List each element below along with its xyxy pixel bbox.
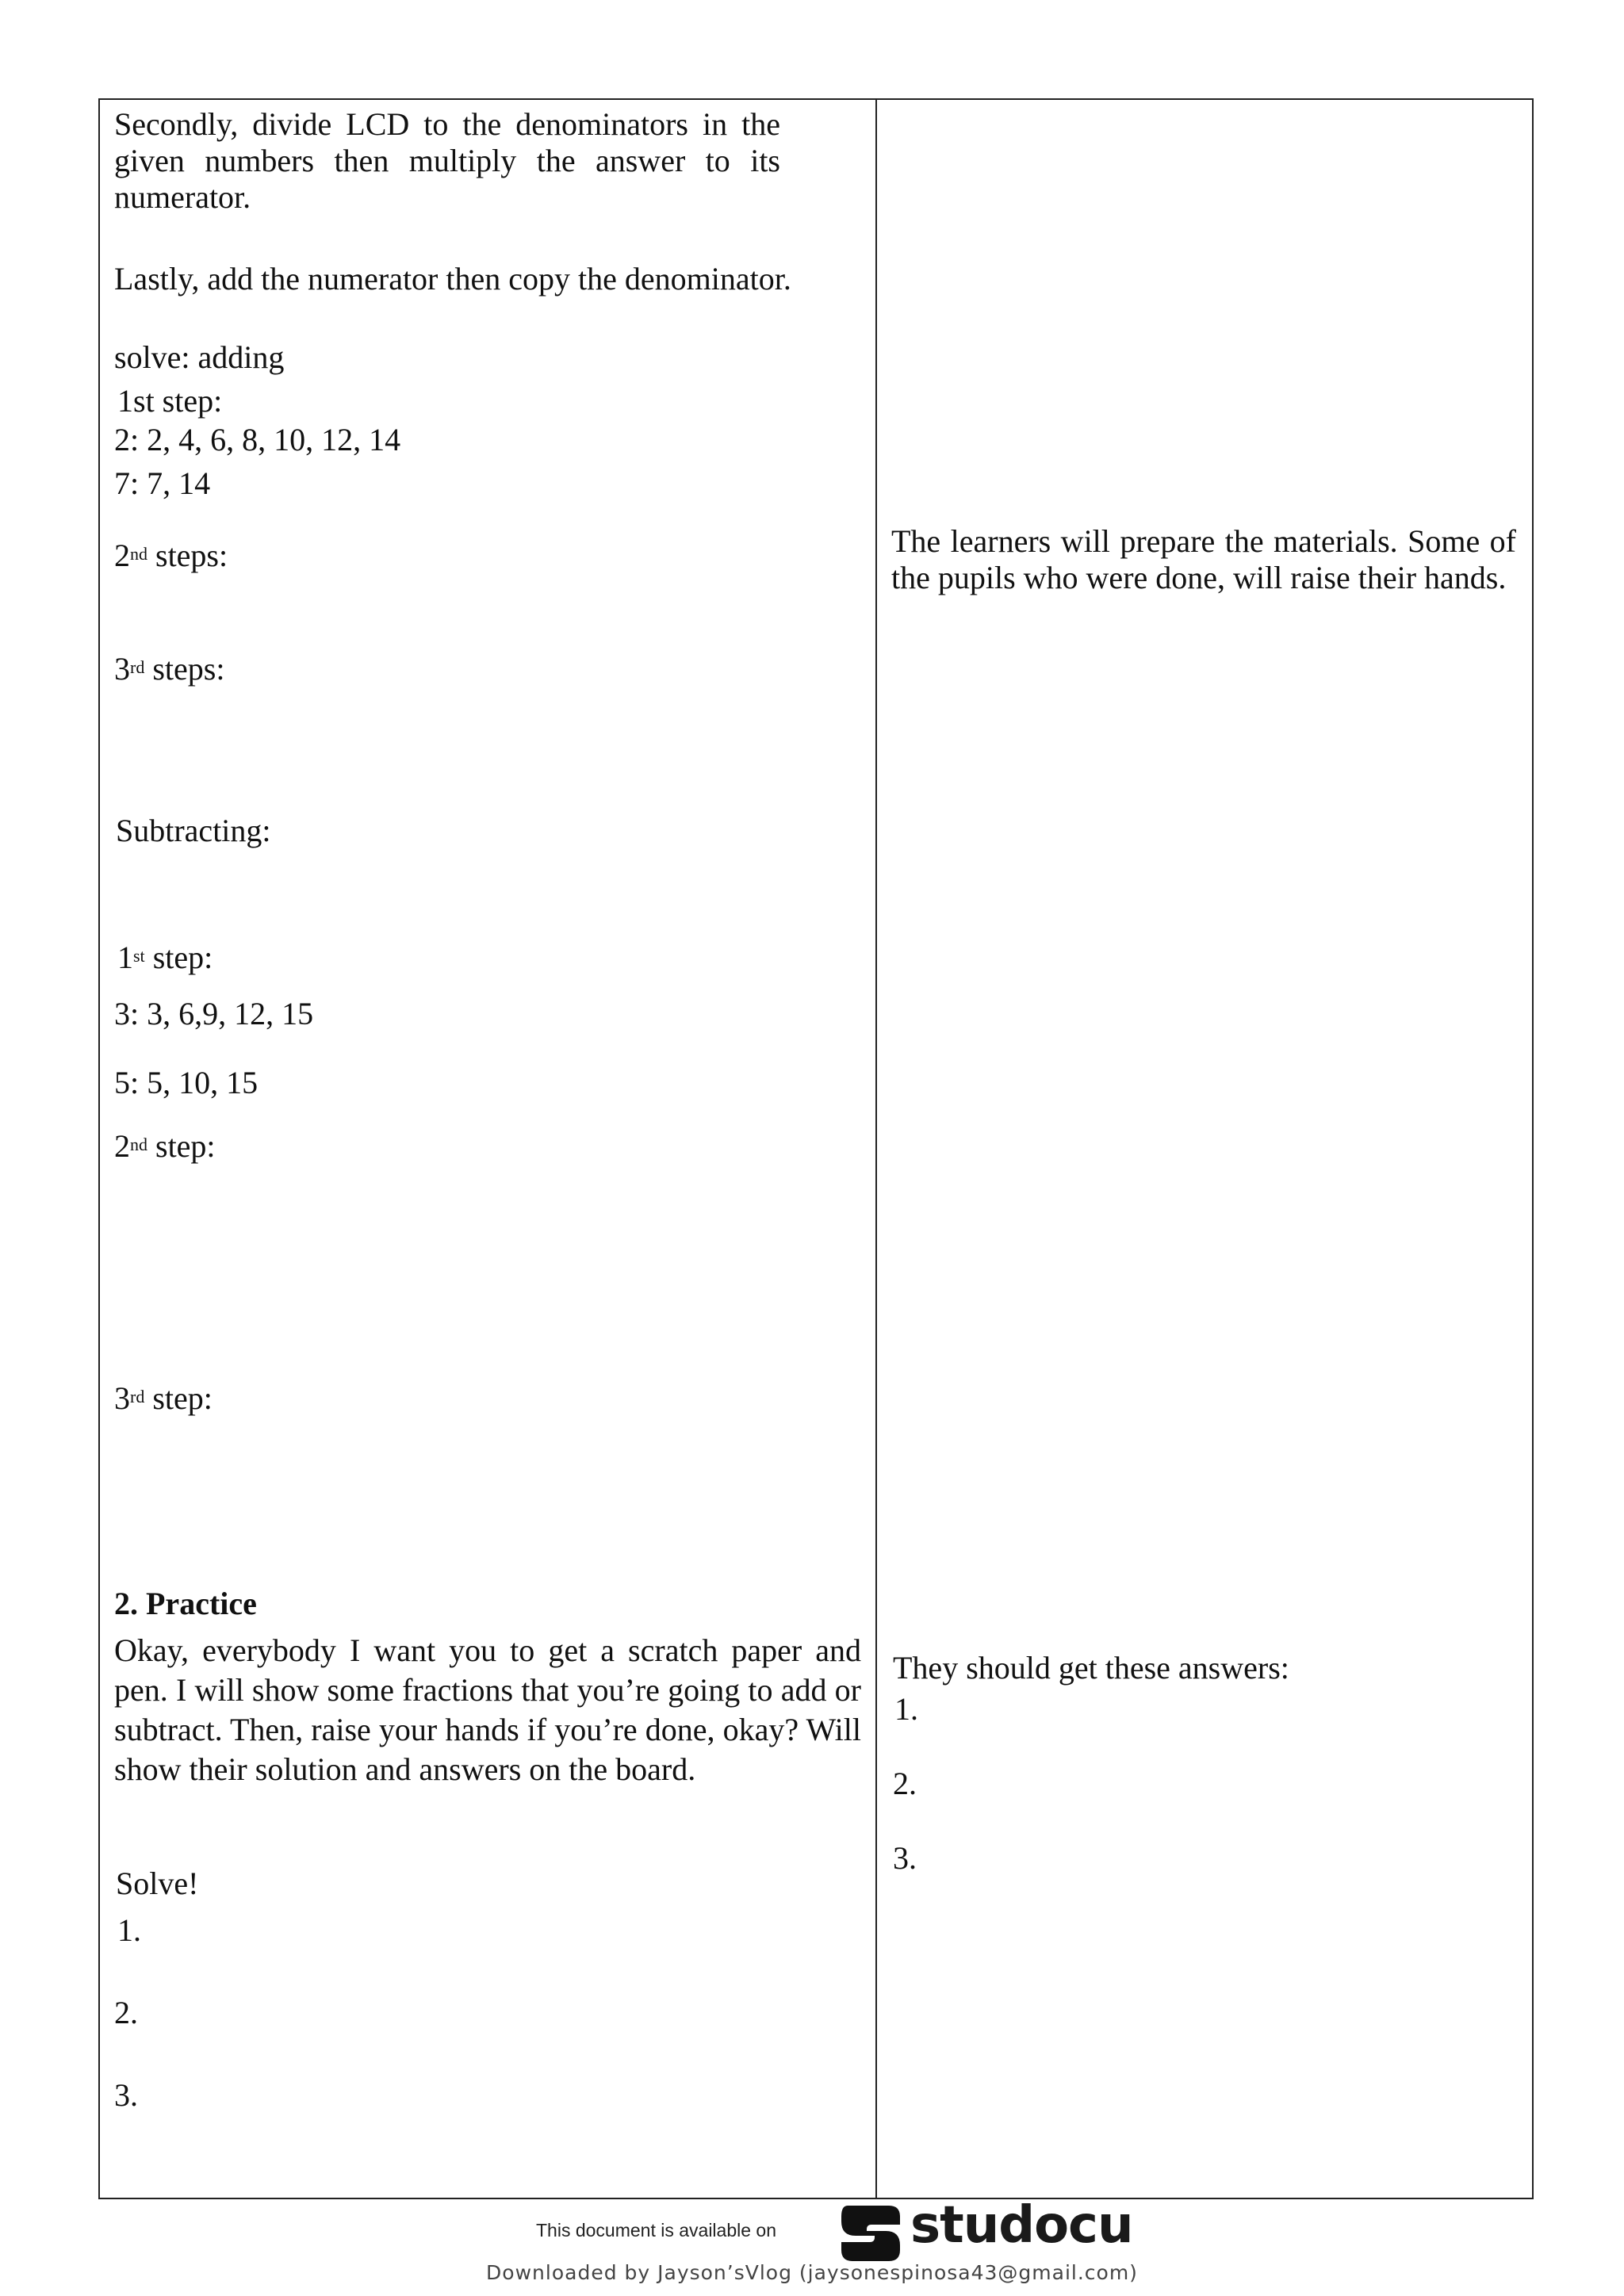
multiples-of-5: 5: 5, 10, 15 bbox=[114, 1065, 259, 1100]
practice-item-2: 2. bbox=[114, 1995, 138, 2030]
adding-step-1-label: 1st step: bbox=[117, 383, 223, 419]
availability-notice: This document is available on bbox=[536, 2220, 776, 2241]
lesson-table bbox=[98, 98, 1534, 2199]
lastly-paragraph: Lastly, add the numerator then copy the denominator. bbox=[114, 261, 791, 297]
lcd-instruction-paragraph: Secondly, divide LCD to the denominators in the given numbers then multiply the answer to its numerator. bbox=[114, 106, 780, 215]
adding-step-2-label: 2nd steps: bbox=[114, 538, 228, 573]
studocu-brand[interactable]: studocu bbox=[910, 2196, 1133, 2255]
answer-item-1: 1. bbox=[894, 1691, 918, 1727]
solve-adding-label: solve: adding bbox=[114, 339, 285, 375]
subtracting-step-1-label: 1st step: bbox=[117, 939, 213, 975]
practice-heading: 2. Practice bbox=[114, 1586, 257, 1621]
studocu-logo-icon[interactable] bbox=[837, 2201, 905, 2264]
subtracting-label: Subtracting: bbox=[116, 813, 271, 848]
answer-item-2: 2. bbox=[893, 1766, 917, 1801]
solve-label: Solve! bbox=[116, 1866, 199, 1901]
subtracting-step-2-label: 2nd step: bbox=[114, 1128, 216, 1164]
answers-intro: They should get these answers: bbox=[893, 1650, 1289, 1686]
multiples-of-3: 3: 3, 6,9, 12, 15 bbox=[114, 996, 314, 1031]
learners-response-paragraph: The learners will prepare the materials. Some of the pupils who were done, will raise their hands. bbox=[891, 523, 1516, 595]
multiples-of-7: 7: 7, 14 bbox=[114, 465, 211, 501]
download-credit: Downloaded by Jayson’sVlog (jaysonespinosa43@gmail.com) bbox=[486, 2261, 1138, 2284]
multiples-of-2: 2: 2, 4, 6, 8, 10, 12, 14 bbox=[114, 422, 401, 457]
practice-item-3: 3. bbox=[114, 2077, 138, 2113]
practice-item-1: 1. bbox=[117, 1912, 141, 1948]
subtracting-step-3-label: 3rd step: bbox=[114, 1380, 213, 1416]
adding-step-3-label: 3rd steps: bbox=[114, 651, 225, 687]
column-divider bbox=[875, 98, 877, 2199]
answer-item-3: 3. bbox=[893, 1840, 917, 1876]
practice-instructions: Okay, everybody I want you to get a scratch paper and pen. I will show some fractions that you’re going to add or subtract. Then, raise your hands if you’re done, okay? Will show their solution and answers on the board. bbox=[114, 1632, 861, 1787]
